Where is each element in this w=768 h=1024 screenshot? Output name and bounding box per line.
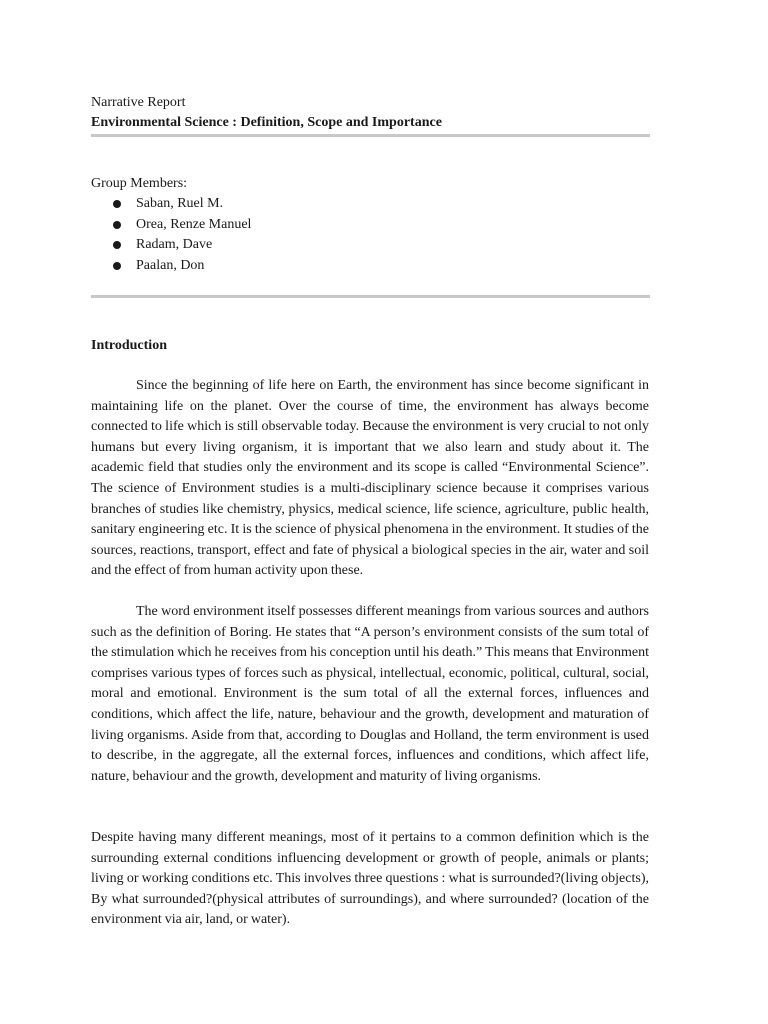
group-members-list (91, 195, 251, 277)
member-name: Orea, Renze Manuel (136, 216, 252, 232)
bullet-icon (113, 200, 121, 208)
member-item (91, 236, 251, 257)
member-name: Paalan, Don (136, 257, 205, 273)
member-name: Radam, Dave (136, 237, 213, 252)
member-item (91, 195, 251, 216)
bottom-divider (91, 295, 650, 298)
section-heading: Introduction (91, 338, 167, 353)
body-paragraph: The word environment itself possesses different meanings from various sources and authors such as the definition of Boring. He states that “A person’s environment consists of the sum total of the stimulation which he receives from his conception until his death.” This means that Environment comprises various types of forces such as physical, intellectual, economic, political, cultural, social, moral and emotional. Environment is the sum total of all the external forces, influences and conditions, which affect the life, nature, behaviour and the growth, development and maturation of living organisms. Aside from that, according to Douglas and Holland, the term environment is used to describe, in the aggregate, all the external forces, influences and conditions, which affect life, nature, behaviour and the growth, development and maturity of living organisms. (91, 604, 649, 784)
member-item (91, 257, 251, 278)
bullet-icon (113, 221, 121, 229)
group-members-label: Group Members: (91, 176, 188, 191)
top-divider (91, 134, 650, 137)
member-item (91, 216, 251, 237)
document-title: Environmental Science : Definition, Scope and Importance (91, 115, 442, 130)
member-name: Saban, Ruel M. (136, 196, 224, 211)
bullet-icon (113, 241, 121, 249)
bullet-icon (113, 262, 121, 270)
document-type: Narrative Report (91, 95, 186, 110)
body-paragraph: Since the beginning of life here on Earth, the environment has since become significant in maintaining life on the planet. Over the course of time, the environment has always become connected to life which is still observable today. Because the environment is very crucial to not only humans but every living organism, it is important that we also learn and study about it. The academic field that studies only the environment and its scope is called “Environmental Science”. The science of Environment studies is a multi-disciplinary science because it comprises various branches of studies like chemistry, physics, medical science, life science, agriculture, public health, sanitary engineering etc. It is the science of physical phenomena in the environment. It studies of the sources, reactions, transport, effect and fate of physical a biological species in the air, water and soil and the effect of from human activity upon these. (91, 378, 649, 579)
body-paragraph: Despite having many different meanings, most of it pertains to a common definition which is the surrounding external conditions influencing development or growth of people, animals or plants; living or working conditions etc. This involves three questions : what is surrounded?(living objects), By what surrounded?(physical attributes of surroundings), and where surrounded? (location of the environment via air, land, or water). (91, 830, 649, 928)
